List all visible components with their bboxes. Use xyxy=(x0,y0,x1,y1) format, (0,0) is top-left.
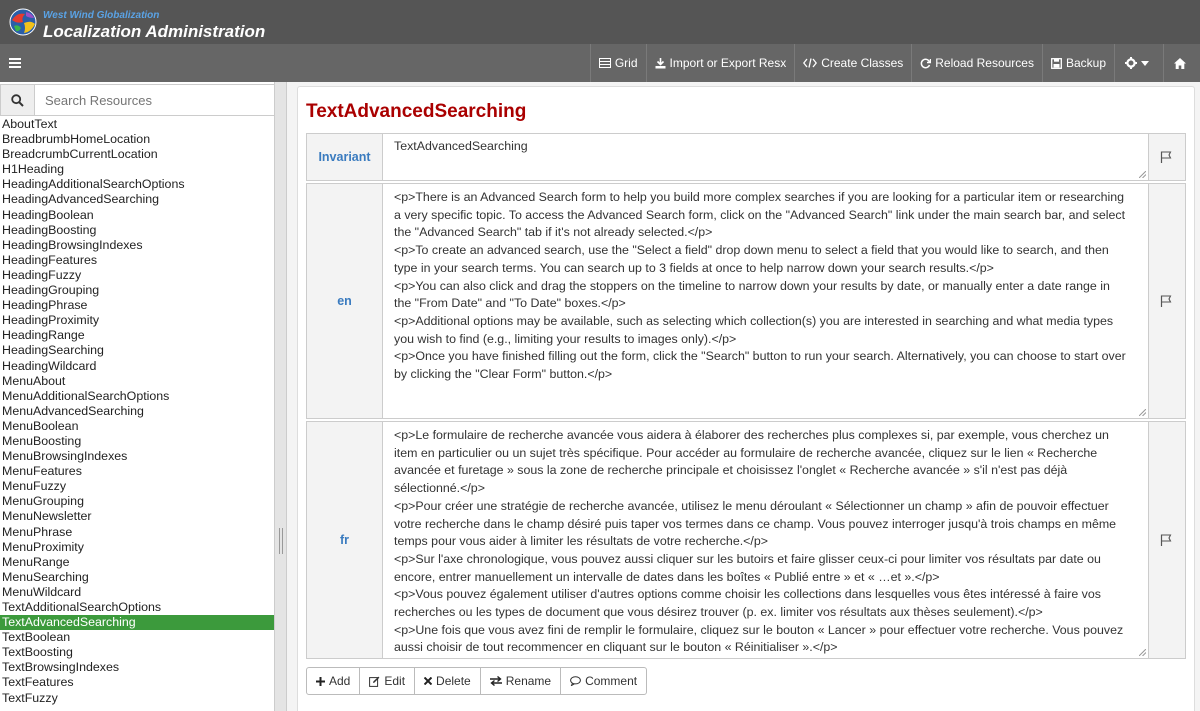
import-export-label: Import or Export Resx xyxy=(669,56,787,70)
text-line: <p>Une fois que vous avez fini de remplir le formulaire, cliquez sur le bouton « Lancer » pour effectuer votre recherche. Vous pouvez xyxy=(394,622,1124,637)
text-line: a very specific topic. To access the Advanced Search form, click on the "Advanced Search" link under the main search bar, and select xyxy=(394,207,1126,222)
edit-icon xyxy=(369,676,380,687)
text-line: recherches ou les types de document que vous désirez trouver (p. ex. limiter vos résultats aux thèses seulement).</p> xyxy=(394,605,1043,620)
resource-list-item[interactable]: MenuBrowsingIndexes xyxy=(2,449,128,464)
resource-list-item[interactable]: HeadingAdvancedSearching xyxy=(2,192,160,207)
comment-icon xyxy=(570,676,581,686)
resource-list-item[interactable]: TextAdvancedSearching xyxy=(0,615,275,630)
resource-list-item[interactable]: MenuWildcard xyxy=(2,584,82,599)
resource-list-item[interactable]: TextFeatures xyxy=(2,675,74,690)
resource-list-item[interactable]: HeadingBoolean xyxy=(2,207,94,222)
resource-list-item[interactable]: TextBoosting xyxy=(2,645,73,660)
text-line: <p>Additional options may be available, such as selecting which collection(s) you are interested in searching and what media types xyxy=(394,313,1114,328)
text-line: <p>Vous pouvez également utiliser d'autres options comme choisir les collections dans lesquelles vous êtes intéressé à faire vos xyxy=(394,587,1101,602)
resource-value-text[interactable] xyxy=(382,421,1149,659)
text-line: temps pour vous aider à limiter les résultats de votre recherche.</p> xyxy=(394,534,768,549)
resource-list-item[interactable]: MenuAdditionalSearchOptions xyxy=(2,388,170,403)
resource-list xyxy=(0,117,275,706)
text-line: the "From Date" and "To Date" boxes.</p> xyxy=(394,296,626,311)
brand-subtitle: West Wind Globalization xyxy=(43,10,160,21)
resource-list-item[interactable]: AboutText xyxy=(2,117,58,131)
create-classes-label: Create Classes xyxy=(821,56,904,70)
comment-flag-button[interactable] xyxy=(1147,422,1185,658)
grid-button[interactable] xyxy=(590,44,646,82)
resource-list-item[interactable]: HeadingBoosting xyxy=(2,222,97,237)
resource-list-item[interactable]: MenuProximity xyxy=(2,539,84,554)
locale-row-en xyxy=(306,183,1186,419)
app-header xyxy=(0,0,1200,44)
home-button[interactable] xyxy=(1163,44,1200,82)
search-input[interactable] xyxy=(45,93,265,108)
text-line: <p>Once you have finished filling out the form, click the "Search" button to run your search. Alternatively, you can choose to start over xyxy=(394,349,1126,364)
app-title: Localization Administration xyxy=(43,22,266,41)
import-export-button[interactable] xyxy=(646,44,795,82)
resource-list-item[interactable]: MenuAbout xyxy=(2,373,66,388)
flag-icon xyxy=(1160,151,1172,163)
search-button[interactable] xyxy=(1,85,35,115)
text-line: aussi choisir de tout recommencer en cliquant sur le bouton « Réinitialiser ».</p> xyxy=(394,640,838,655)
backup-label: Backup xyxy=(1065,56,1106,70)
resource-list-item[interactable]: MenuRange xyxy=(2,554,70,569)
resource-list-item[interactable]: HeadingPhrase xyxy=(2,298,88,313)
grid-button-label: Grid xyxy=(614,56,638,70)
add-button[interactable] xyxy=(307,668,360,694)
resource-list-item[interactable]: TextBrowsingIndexes xyxy=(2,660,120,675)
resource-actions xyxy=(306,667,647,695)
delete-button[interactable] xyxy=(415,668,481,694)
text-line: <p>There is an Advanced Search form to help you build more complex searches if you are looking for a particular item or researching xyxy=(394,190,1125,204)
download-icon xyxy=(655,58,666,69)
resource-list-item[interactable]: BreadbrumbHomeLocation xyxy=(2,132,151,147)
resize-grip-icon[interactable] xyxy=(1139,171,1146,178)
reload-resources-button[interactable] xyxy=(911,44,1042,82)
create-classes-button[interactable] xyxy=(794,44,911,82)
resource-title: TextAdvancedSearching xyxy=(306,101,527,122)
resource-list-item[interactable]: MenuPhrase xyxy=(2,524,73,539)
resource-list-item[interactable]: MenuFuzzy xyxy=(2,479,67,494)
resource-list-item[interactable]: HeadingFuzzy xyxy=(2,267,82,282)
reload-resources-label: Reload Resources xyxy=(935,56,1034,70)
resource-list-item[interactable]: HeadingGrouping xyxy=(2,283,100,298)
locale-row-fr xyxy=(306,421,1186,659)
save-icon xyxy=(1051,58,1062,69)
resize-grip-icon[interactable] xyxy=(1139,409,1146,416)
delete-label: Delete xyxy=(436,674,471,688)
resource-value-text[interactable] xyxy=(382,133,1149,181)
resource-list-item[interactable]: BreadcrumbCurrentLocation xyxy=(2,147,158,162)
resource-list-item[interactable]: MenuSearching xyxy=(2,569,89,584)
text-line: you wish to find (e.g., limiting your results to images only).</p> xyxy=(394,331,737,346)
resource-list-item[interactable]: HeadingSearching xyxy=(2,343,104,358)
resource-sidebar xyxy=(0,82,275,711)
text-line: type in your search terms. You can search up to 3 fields at once to help narrow down your search results.</p> xyxy=(394,260,994,275)
resource-list-item[interactable]: HeadingBrowsingIndexes xyxy=(2,237,143,252)
resource-list-item[interactable]: TextAdditionalSearchOptions xyxy=(2,600,162,614)
resource-list-item[interactable]: MenuAdvancedSearching xyxy=(2,403,144,418)
edit-button[interactable] xyxy=(360,668,415,694)
edit-label: Edit xyxy=(384,674,406,688)
add-label: Add xyxy=(329,674,351,688)
flag-icon xyxy=(1160,534,1172,546)
comment-label: Comment xyxy=(585,674,638,688)
exchange-icon xyxy=(490,676,502,686)
search-icon xyxy=(11,94,24,107)
rename-label: Rename xyxy=(505,674,552,688)
resource-list-item[interactable]: TextFuzzy xyxy=(2,690,58,705)
text-line: <p>Le formulaire de recherche avancée vous aidera à élaborer des recherches plus complexes si, par exemple, vous cherchez un xyxy=(394,428,1109,442)
resource-value-text[interactable] xyxy=(382,183,1149,419)
text-line: votre recherche dans le champ désiré puis taper vos termes dans ce champ. Vous pouvez interroger jusqu'à trois champs en même xyxy=(394,516,1117,531)
comment-flag-button[interactable] xyxy=(1147,134,1185,180)
locale-row-invariant xyxy=(306,133,1186,181)
resource-list-item[interactable]: MenuFeatures xyxy=(2,464,82,479)
resize-grip-icon[interactable] xyxy=(1139,649,1146,656)
text-line: <p>Sur l'axe chronologique, vous pouvez aussi cliquer sur les butoirs et faire glisser ceux-ci pour limiter vos résultats par date ou xyxy=(394,551,1101,566)
text-line: by clicking the "Clear Form" button.</p> xyxy=(394,367,613,382)
locale-label: Invariant xyxy=(318,150,371,164)
resource-list-item[interactable]: MenuBoolean xyxy=(2,418,79,433)
text-line: item en particulier ou un sujet très spécifique. Pour accéder au formulaire de recherche avancée, cliquez sur le lien « Recherche xyxy=(394,445,1098,460)
comment-button[interactable] xyxy=(561,668,646,694)
resource-list-item[interactable]: MenuNewsletter xyxy=(2,509,92,524)
backup-button[interactable] xyxy=(1042,44,1114,82)
close-icon xyxy=(424,677,432,685)
settings-dropdown[interactable] xyxy=(1114,44,1163,82)
gear-icon xyxy=(1125,57,1137,69)
resource-list-item[interactable]: HeadingWildcard xyxy=(2,358,97,373)
home-icon xyxy=(1174,58,1186,69)
search-box xyxy=(0,84,275,116)
panel-splitter[interactable] xyxy=(275,82,287,711)
rename-button[interactable] xyxy=(481,668,561,694)
resource-list-item[interactable]: H1Heading xyxy=(2,162,64,177)
toolbar xyxy=(0,44,1200,82)
resource-editor xyxy=(297,86,1195,711)
text-line: <p>Pour créer une stratégie de recherche avancée, utilisez le menu déroulant « Sélectionner un champ » afin de pouvoir effectuer xyxy=(394,498,1109,513)
resource-list-item[interactable]: HeadingFeatures xyxy=(2,252,98,267)
text-line: encore, entrer manuellement un intervalle de dates dans les boîtes « Publié entre » et « …et ».</p> xyxy=(394,569,940,584)
text-line: sélectionné.</p> xyxy=(394,481,485,496)
globe-logo-icon xyxy=(9,8,37,36)
plus-icon xyxy=(316,677,325,686)
locale-label: fr xyxy=(339,533,350,547)
locale-label: en xyxy=(337,294,352,308)
resource-list-item[interactable]: MenuGrouping xyxy=(2,494,84,509)
splitter-grip[interactable] xyxy=(279,528,283,554)
resource-list-item[interactable]: HeadingAdditionalSearchOptions xyxy=(2,177,185,192)
text-line: <p>You can also click and drag the stoppers on the timeline to narrow down your results by date, or manually enter a date range in xyxy=(394,278,1110,293)
resource-list-item[interactable]: HeadingRange xyxy=(2,328,85,343)
flag-icon xyxy=(1160,295,1172,307)
text-line: TextAdvancedSearching xyxy=(394,139,528,153)
text-line: <p>To create an advanced search, use the "Select a field" drop down menu to select a field that you would like to search, and then xyxy=(394,243,1109,258)
resource-list-item[interactable]: TextBoolean xyxy=(2,630,71,645)
resource-list-item[interactable]: HeadingProximity xyxy=(2,313,100,328)
comment-flag-button[interactable] xyxy=(1147,184,1185,418)
grid-icon xyxy=(599,58,611,68)
hamburger-menu-icon[interactable] xyxy=(8,56,22,70)
text-line: avancée et furetage » sous la zone de recherche principale et choisissez l'onglet « Recherche avancée » s'il n'est pas déjà xyxy=(394,463,1068,478)
resource-list-item[interactable]: MenuBoosting xyxy=(2,433,82,448)
text-line: the "Advanced Search" tab if it's not already selected.</p> xyxy=(394,225,713,240)
caret-down-icon xyxy=(1141,61,1149,66)
refresh-icon xyxy=(920,58,931,69)
code-icon xyxy=(803,58,817,68)
